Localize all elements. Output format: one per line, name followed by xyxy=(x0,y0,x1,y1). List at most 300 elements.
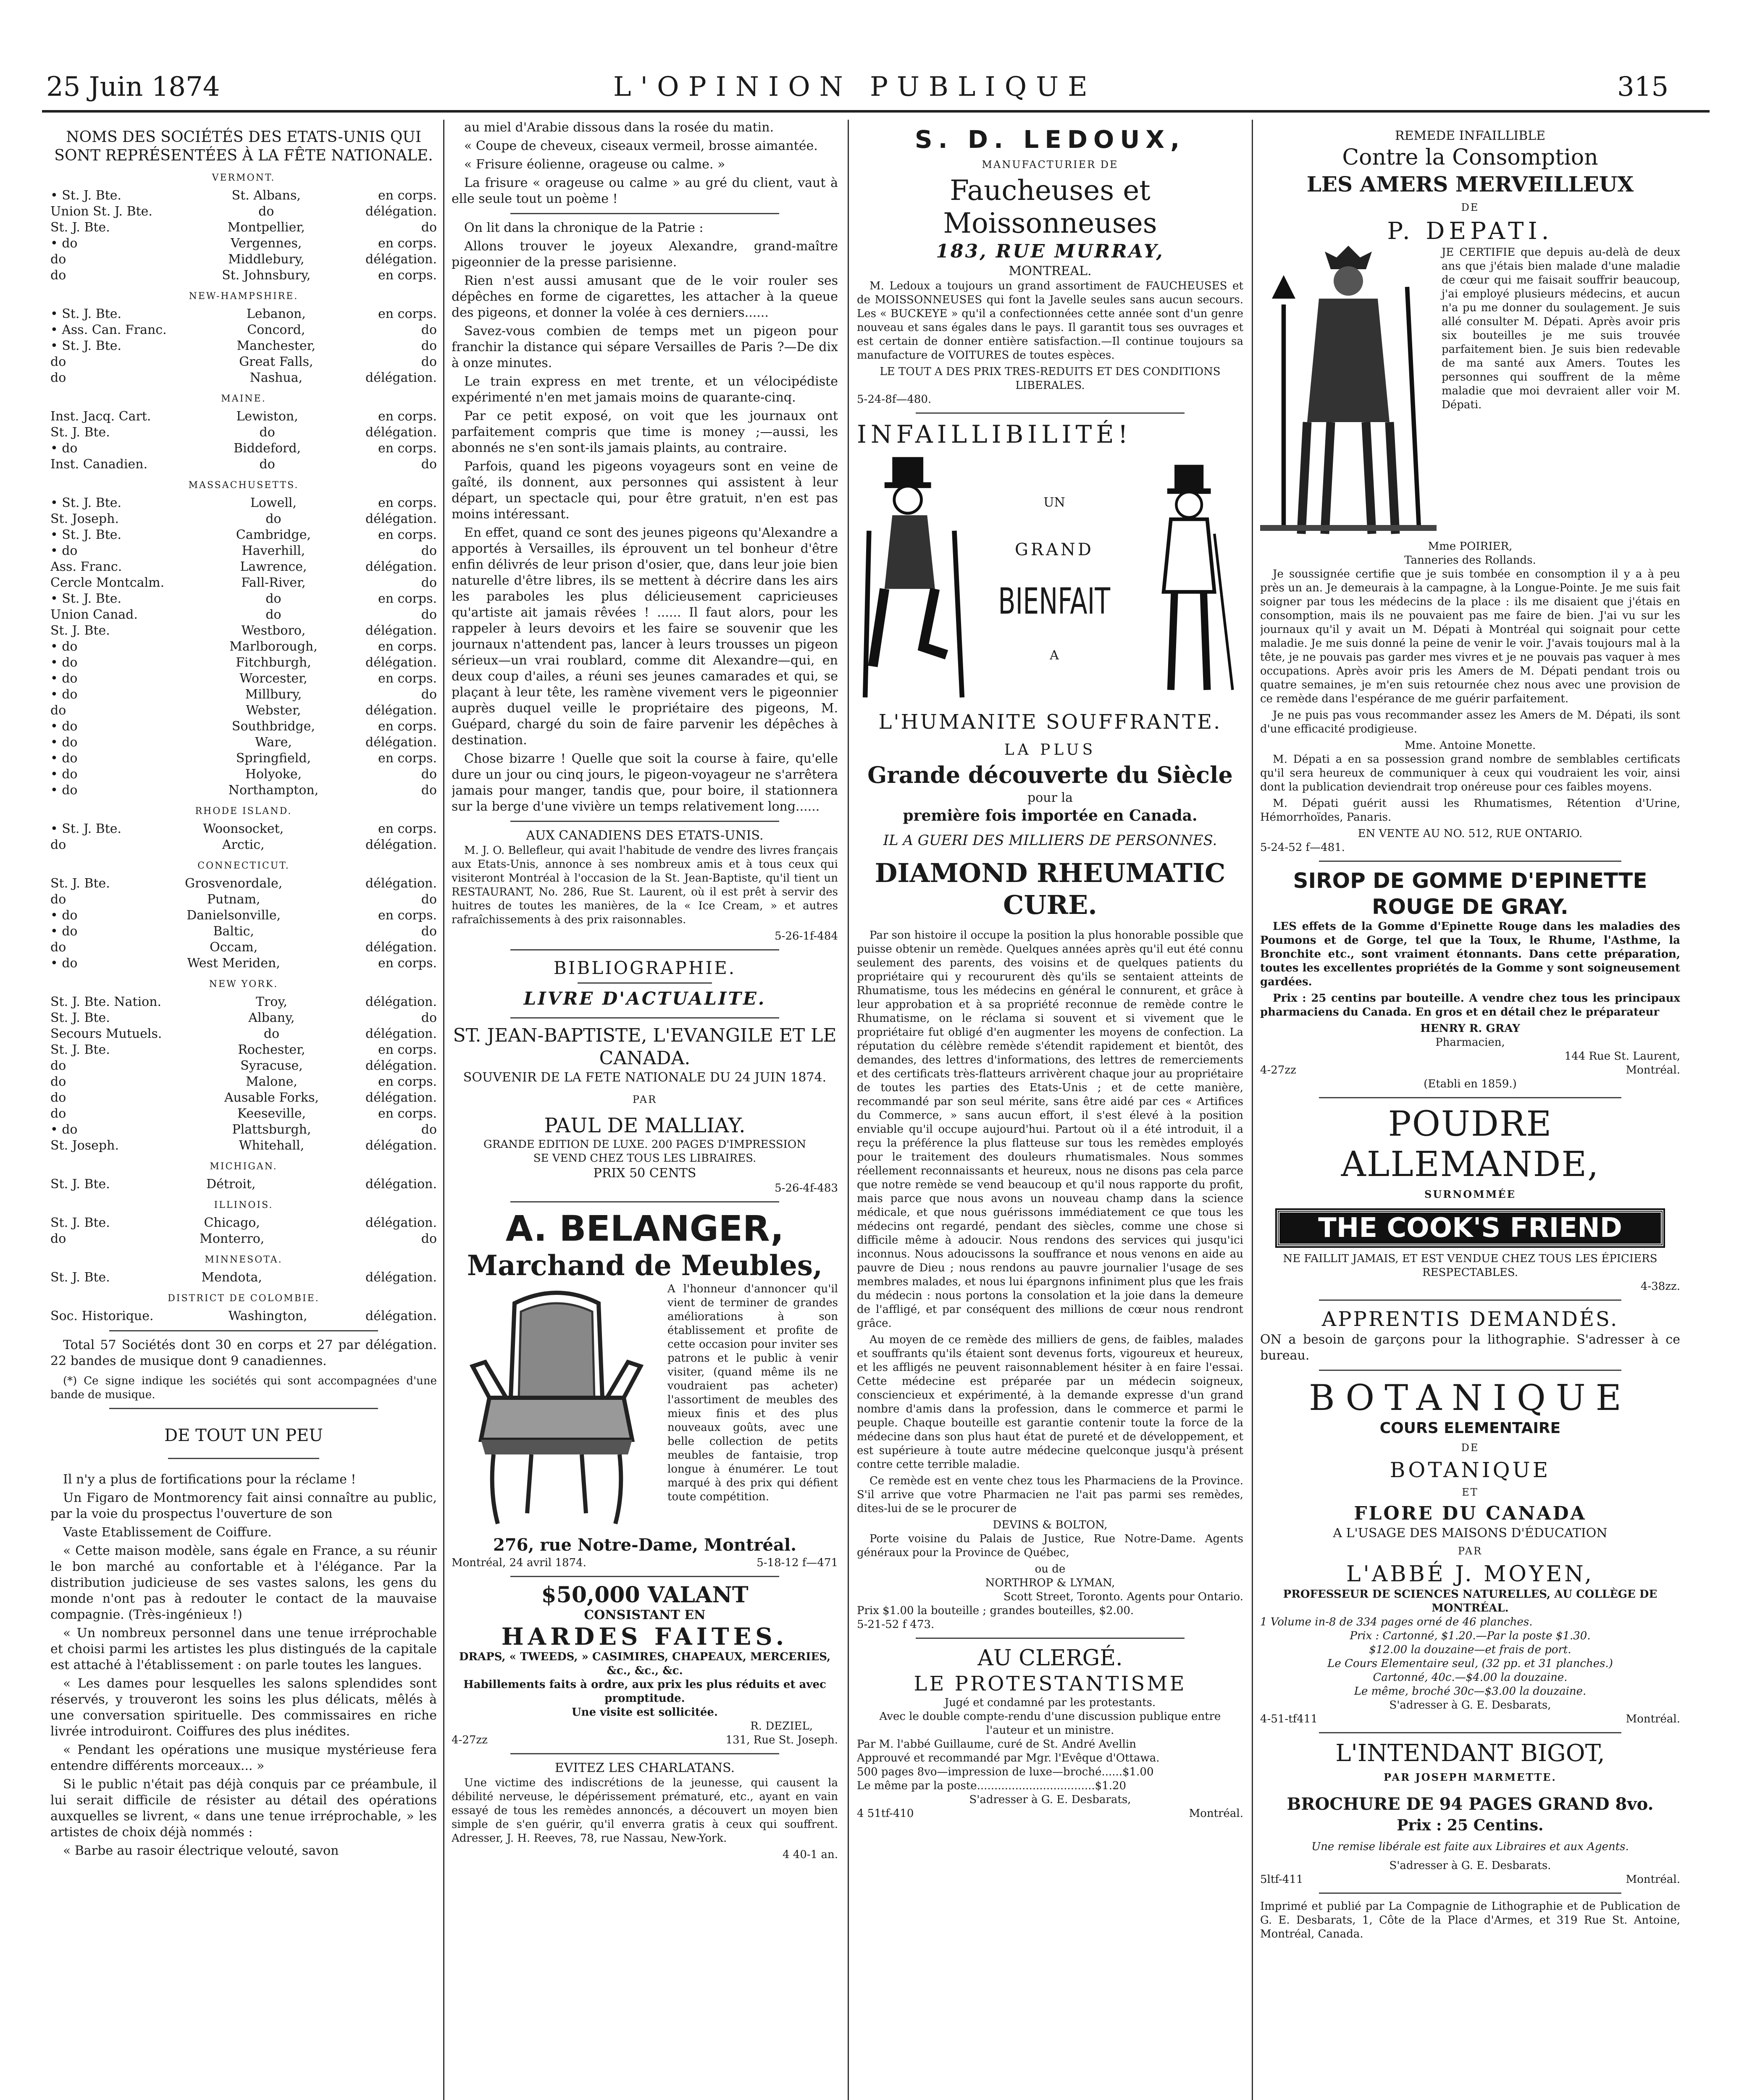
protest-line4: Approuvé et recommandé par Mgr. l'Evêque d'Ottawa. xyxy=(857,1752,1160,1764)
society-table xyxy=(50,188,437,284)
book-author: PAUL DE MALLIAY. xyxy=(544,1114,746,1137)
inf-bienfait: BIENFAIT xyxy=(998,580,1111,622)
societies-total: Total 57 Sociétés dont 30 en corps et 27 par délégation. 22 bandes de musique dont 9 canadiennes. xyxy=(50,1338,437,1368)
society-status: en corps. xyxy=(378,719,437,734)
botanique-subtitle: BOTANIQUE xyxy=(1390,1458,1551,1482)
column-4 xyxy=(1260,120,1680,2100)
paragraph: Par ce petit exposé, on voit que les journaux ont parfaitement compris que time is money ;—aussi, les abonnés ne s'en sont-ils jamais plaints, au contraire. xyxy=(452,409,838,455)
society-city: Manchester, xyxy=(236,339,316,353)
society-status: do xyxy=(421,457,437,472)
society-city: Mendota, xyxy=(201,1270,262,1285)
society-name: St. J. Bte. xyxy=(50,623,110,638)
page-number: 315 xyxy=(1617,71,1669,102)
ledoux-text: M. Ledoux a toujours un grand assortiment de FAUCHEUSES et de MOISSONNEUSES qui font la Javelle seules sans aucun secours. Les « BUCKEYE » qu'il a confectionnées cette année sont d'un genre nouveau et sans égales dans le pays. Il garantit tous ses ouvrages et est certain de donner entière satisfaction.—Il continue toujours sa manufacture de VOITURES de toutes espèces. xyxy=(857,280,1243,362)
cert-2-name: Mme. Antoine Monette. xyxy=(1404,739,1536,752)
society-city: do xyxy=(258,204,274,219)
society-status: délégation. xyxy=(365,252,437,267)
society-row xyxy=(50,607,437,623)
book-sale: SE VEND CHEZ TOUS LES LIBRAIRES. xyxy=(533,1152,756,1165)
bot-city: Montréal. xyxy=(1626,1713,1680,1725)
paragraph: Rien n'est aussi amusant que de le voir rouler ses dépêches en forme de cigarettes, les attacher à la queue des pigeons, et donner la volée à ces derniers...... xyxy=(452,273,838,320)
society-row xyxy=(50,1106,437,1122)
belanger-subtitle: Marchand de Meubles, xyxy=(467,1249,823,1282)
society-city: do xyxy=(265,591,281,606)
society-city: Northampton, xyxy=(228,783,319,798)
society-status: en corps. xyxy=(378,528,437,542)
sirop-text: LES effets de la Gomme d'Epinette Rouge dans les maladies des Poumons et de Gorge, tel que la Toux, le Rhume, l'Asthme, la Bronchite etc., sont vraiment étonnants. Dans cette préparation, toutes les excellentes propriétés de la Gomme y sont soigneusement gardées. xyxy=(1260,920,1680,988)
belanger-text: A l'honneur d'annoncer qu'il vient de terminer de grandes améliorations à son établissement et profite de cette occasion pour inviter ses patrons et le public à venir visiter, (quand même ils ne voudraient pas acheter) l'assortiment de meubles des mieux finis et des plus nouveaux goûts, avec une belle collection de petits meubles de fantaisie, trop longue à énumérer. Le tout marqué à des prix qui défient toute compétition. xyxy=(667,1283,838,1503)
separator xyxy=(916,412,1185,414)
state-heading: RHODE ISLAND. xyxy=(195,806,292,816)
society-status: do xyxy=(421,687,437,702)
society-name: St. J. Bte. xyxy=(50,1011,110,1025)
society-status: en corps. xyxy=(378,908,437,923)
society-city: Rochester, xyxy=(238,1042,305,1057)
book-title: ST. JEAN-BAPTISTE, L'EVANGILE ET LE CANADA. xyxy=(453,1025,837,1069)
society-row xyxy=(50,892,437,908)
infaillibilite-title: INFAILLIBILITÉ! xyxy=(857,420,1132,449)
armchair-illustration xyxy=(452,1282,662,1534)
society-city: Woonsocket, xyxy=(203,822,284,836)
intendant-title: L'INTENDANT BIGOT, xyxy=(1335,1740,1605,1767)
society-row xyxy=(50,559,437,575)
society-name: St. J. Bte. xyxy=(50,220,110,235)
belanger-date: Montréal, 24 avril 1874. xyxy=(452,1557,586,1569)
remede-line: REMEDE INFAILLIBLE xyxy=(1395,129,1545,143)
inf-plus: LA PLUS xyxy=(1004,741,1096,759)
society-row xyxy=(50,370,437,386)
society-city: Plattsburgh, xyxy=(232,1122,311,1137)
newspaper-title: L'OPINION PUBLIQUE xyxy=(613,71,1097,102)
inf-decouverte: Grande découverte du Siècle xyxy=(867,761,1233,788)
societies-list xyxy=(50,165,437,1324)
society-city: Lowell, xyxy=(250,496,297,510)
article-body xyxy=(50,1472,437,1859)
society-name: St. J. Bte. xyxy=(50,876,110,891)
society-city: Washington, xyxy=(228,1309,307,1323)
charlatans-text: Une victime des indiscrétions de la jeunesse, qui causent la débilité nerveuse, le dépérissement prématuré, etc., ayant en vain essayé de tous les remèdes annoncés, a découvert un moyen bien simple de s'en guérir, qu'il enverra gratis à ceux qui souffrent. Adresser, J. H. Reeves, 78, rue Nassau, New-York. xyxy=(452,1777,838,1845)
society-table xyxy=(50,876,437,971)
botanique-de: DE xyxy=(1461,1442,1479,1454)
society-row xyxy=(50,639,437,655)
society-row xyxy=(50,354,437,370)
paragraph: On lit dans la chronique de la Patrie : xyxy=(464,220,704,235)
society-row xyxy=(50,671,437,687)
column-divider xyxy=(443,120,444,2100)
remise-line: Une remise libérale est faite aux Libraires et aux Agents. xyxy=(1311,1840,1629,1853)
paragraph: Il n'y a plus de fortifications pour la réclame ! xyxy=(63,1472,356,1487)
society-city: do xyxy=(265,607,281,622)
society-status: en corps. xyxy=(378,1042,437,1057)
protest-line2: Avec le double compte-rendu d'une discussion publique entre l'auteur et un ministre. xyxy=(879,1710,1221,1737)
issue-date: 25 Juin 1874 xyxy=(46,71,220,102)
protest-ref: 4 51tf-410 xyxy=(857,1807,914,1820)
society-row xyxy=(50,940,437,956)
ledoux-ref: 5-24-8f—480. xyxy=(857,393,932,406)
society-row xyxy=(50,876,437,892)
society-status: délégation. xyxy=(365,1215,437,1230)
society-status: do xyxy=(421,1231,437,1246)
society-city: Troy, xyxy=(256,995,287,1009)
separator xyxy=(510,1201,779,1202)
society-row xyxy=(50,1122,437,1138)
separator xyxy=(109,1408,378,1409)
society-status: en corps. xyxy=(378,1074,437,1089)
society-name: • St. J. Bte. xyxy=(50,591,122,606)
society-name: do xyxy=(50,1058,66,1073)
society-name: do xyxy=(50,940,66,955)
society-city: Southbridge, xyxy=(231,719,315,734)
society-city: Holyoke, xyxy=(245,767,302,782)
society-name: • do xyxy=(50,671,78,686)
society-name: Inst. Canadien. xyxy=(50,457,148,472)
protest-line7: S'adresser à G. E. Desbarats, xyxy=(969,1793,1131,1806)
inf-a: A xyxy=(1050,648,1059,663)
separator xyxy=(510,1017,779,1018)
society-city: St. Albans, xyxy=(231,188,301,203)
society-city: West Meriden, xyxy=(187,956,280,971)
paragraph: Un Figaro de Montmorency fait ainsi connaître au public, par la voie du prospectus l'ouverture de son xyxy=(50,1491,437,1521)
society-row xyxy=(50,1231,437,1247)
separator xyxy=(510,949,779,950)
apprentis-title: APPRENTIS DEMANDÉS. xyxy=(1321,1307,1619,1331)
society-name: • do xyxy=(50,908,78,923)
society-row xyxy=(50,924,437,940)
brochure-prix: Prix : 25 Centins. xyxy=(1397,1816,1544,1834)
ledoux-footer: LE TOUT A DES PRIX TRES-REDUITS ET DES CONDITIONS LIBERALES. xyxy=(880,365,1221,392)
society-name: St. J. Bte. Nation. xyxy=(50,995,162,1009)
society-city: Monterro, xyxy=(200,1231,265,1246)
society-city: Middlebury, xyxy=(228,252,305,267)
society-name: St. J. Bte. xyxy=(50,1042,110,1057)
society-row xyxy=(50,719,437,735)
society-status: en corps. xyxy=(378,822,437,836)
society-name: • do xyxy=(50,687,78,702)
society-table xyxy=(50,495,437,798)
society-city: Springfield, xyxy=(236,751,311,766)
depati-text2: M. Dépati guérit aussi les Rhumatismes, Rétention d'Urine, Hémorrhoïdes, Panaris. xyxy=(1260,797,1680,824)
society-status: délégation. xyxy=(365,703,437,718)
society-name: • do xyxy=(50,956,78,971)
society-name: do xyxy=(50,252,66,267)
society-name: do xyxy=(50,268,66,283)
society-name: St. Joseph. xyxy=(50,512,119,526)
society-city: Concord, xyxy=(247,323,305,337)
book-price: PRIX 50 CENTS xyxy=(593,1166,696,1181)
society-table xyxy=(50,821,437,853)
protestantisme-title: LE PROTESTANTISME xyxy=(914,1672,1187,1696)
society-row xyxy=(50,837,437,853)
society-status: do xyxy=(421,607,437,622)
society-name: • do xyxy=(50,735,78,750)
belanger-name: A. BELANGER, xyxy=(505,1208,784,1249)
society-row xyxy=(50,687,437,703)
depati-ref: 5-24-52 f—481. xyxy=(1260,841,1345,854)
society-city: St. Johnsbury, xyxy=(222,268,311,283)
society-row xyxy=(50,735,437,751)
paragraph: La frisure « orageuse ou calme » au gré du client, vaut à elle seule tout un poème ! xyxy=(452,176,838,206)
separator xyxy=(1319,1097,1621,1098)
separator xyxy=(510,213,779,214)
paragraph: « Un nombreux personnel dans une tenue irréprochable et choisi parmi les artistes les plus distingués de la capitale est attaché à l'établissement : on parle toutes les langues. xyxy=(50,1626,437,1672)
bot-adresser: S'adresser à G. E. Desbarats, xyxy=(1389,1699,1551,1712)
society-name: • do xyxy=(50,543,78,558)
bot-prix2: $12.00 la douzaine—et frais de port. xyxy=(1369,1643,1571,1656)
society-city: Arctic, xyxy=(222,837,265,852)
paragraph: « Frisure éolienne, orageuse ou calme. » xyxy=(464,157,725,172)
society-city: Ausable Forks, xyxy=(224,1090,319,1105)
society-status: do xyxy=(421,543,437,558)
sirop-pharmacien: Pharmacien, xyxy=(1435,1036,1505,1049)
separator xyxy=(1319,1299,1621,1301)
cooks-friend-banner: THE COOK'S FRIEND xyxy=(1277,1210,1663,1246)
society-name: Secours Mutuels. xyxy=(50,1026,162,1041)
society-status: délégation. xyxy=(365,995,437,1009)
amers-de: DE xyxy=(1461,202,1479,213)
society-status: en corps. xyxy=(378,751,437,766)
protest-line3: Par M. l'abbé Guillaume, curé de St. André Avellin xyxy=(857,1738,1137,1751)
society-row xyxy=(50,956,437,971)
society-name: St. J. Bte. xyxy=(50,1177,110,1192)
diamond-ref: 5-21-52 f 473. xyxy=(857,1618,935,1631)
society-status: en corps. xyxy=(378,671,437,686)
poudre-surnommee: SURNOMMÉE xyxy=(1424,1188,1516,1200)
society-city: Great Falls, xyxy=(239,354,313,369)
cooks-ref: 4-38zz. xyxy=(1640,1280,1680,1293)
society-city: Détroit, xyxy=(206,1177,256,1192)
state-heading: DISTRICT DE COLOMBIE. xyxy=(168,1293,320,1304)
separator xyxy=(1319,1370,1621,1371)
society-status: délégation. xyxy=(365,1138,437,1153)
society-status: délégation. xyxy=(365,837,437,852)
devins: DEVINS & BOLTON, xyxy=(993,1519,1108,1531)
society-status: délégation. xyxy=(365,370,437,385)
charlatans-title: EVITEZ LES CHARLATANS. xyxy=(554,1761,735,1775)
society-row xyxy=(50,655,437,671)
society-name: • St. J. Bte. xyxy=(50,822,122,836)
society-name: • do xyxy=(50,1122,78,1137)
intendant-city: Montréal. xyxy=(1626,1873,1680,1886)
paragraph: En effet, quand ce sont des jeunes pigeons qu'Alexandre a apportés à Versailles, ils éprouvent un tel bonheur d'être enfin délivrés de leur prison d'osier, que, dans leur joie bien naturelle d'être libres, ils se mettent à décrire dans les airs les paraboles les plus délicieusement capricieuses qu'artiste ait jamais rêvées ! ...... Il faut alors, pour les rappeler à leurs devoirs et les faire se souvenir que les journaux n'attendent pas, lancer à leurs trousses un pigeon sérieux—un vrai roublard, comme dit Alexandre—qui, en deux coup d'ailes, a réuni ses jeunes camarades et qui, se plaçant à leur tête, les ramène vivement vers le pigeonnier auprès duquel veille le propriétaire des pigeons, M. Guépard, chargé du soin de faire parvenir les dépêches à destination. xyxy=(452,525,838,748)
society-status: do xyxy=(421,339,437,353)
society-table xyxy=(50,1308,437,1324)
hardes-amount: $50,000 VALANT xyxy=(541,1582,749,1608)
state-heading: NEW-HAMPSHIRE. xyxy=(189,291,299,302)
society-city: Haverhill, xyxy=(242,543,305,558)
society-status: en corps. xyxy=(378,1106,437,1121)
society-city: Westboro, xyxy=(241,623,306,638)
society-row xyxy=(50,306,437,322)
flore-title: FLORE DU CANADA xyxy=(1354,1503,1587,1524)
society-status: délégation. xyxy=(365,1058,437,1073)
society-city: Marlborough, xyxy=(229,639,318,654)
society-status: do xyxy=(421,1011,437,1025)
society-status: do xyxy=(421,1122,437,1137)
society-status: do xyxy=(421,892,437,907)
state-heading: MASSACHUSETTS. xyxy=(188,480,299,491)
society-name: • St. J. Bte. xyxy=(50,339,122,353)
society-row xyxy=(50,188,437,204)
inf-grand: GRAND xyxy=(1014,540,1094,559)
society-city: Ware, xyxy=(255,735,292,750)
society-row xyxy=(50,782,437,798)
cert-1-name: Mme POIRIER, xyxy=(1428,540,1513,553)
column-3 xyxy=(857,120,1243,2100)
society-row xyxy=(50,908,437,924)
society-name: Inst. Jacq. Cart. xyxy=(50,409,151,424)
society-status: en corps. xyxy=(378,268,437,283)
society-status: délégation. xyxy=(365,623,437,638)
society-name: do xyxy=(50,1074,66,1089)
society-status: do xyxy=(421,323,437,337)
ledoux-address: 183, RUE MURRAY, xyxy=(936,241,1164,262)
diamond-text xyxy=(857,929,1243,1516)
society-row xyxy=(50,1215,437,1231)
sirop-title-1: SIROP DE GOMME D'EPINETTE xyxy=(1293,869,1647,893)
state-heading: MAINE. xyxy=(221,394,266,404)
society-city: Fitchburgh, xyxy=(236,655,311,670)
book-subtitle: SOUVENIR DE LA FETE NATIONALE DU 24 JUIN 1874. xyxy=(463,1070,827,1085)
belanger-address: 276, rue Notre-Dame, Montréal. xyxy=(493,1535,797,1555)
column-divider xyxy=(848,120,849,2100)
crippled-man-illustration xyxy=(857,453,974,705)
society-status: en corps. xyxy=(378,591,437,606)
paragraph: au miel d'Arabie dissous dans la rosée du matin. xyxy=(464,120,774,135)
society-status: délégation. xyxy=(365,940,437,955)
paragraph: « Barbe au rasoir électrique velouté, savon xyxy=(63,1843,339,1858)
hardes-text: Habillements faits à ordre, aux prix les plus réduits et avec promptitude. xyxy=(463,1678,826,1705)
society-row xyxy=(50,204,437,220)
sirop-name: HENRY R. GRAY xyxy=(1420,1022,1520,1035)
society-row xyxy=(50,322,437,338)
bot-vol: 1 Volume in-8 de 334 pages orné de 46 planches. xyxy=(1260,1616,1533,1628)
ou-de: ou de xyxy=(1035,1563,1066,1575)
poudre-title: POUDRE ALLEMANDE, xyxy=(1341,1104,1600,1184)
society-name: do xyxy=(50,354,66,369)
society-row xyxy=(50,543,437,559)
botanique-usage: A L'USAGE DES MAISONS D'ÉDUCATION xyxy=(1333,1526,1608,1541)
hardes-address: 131, Rue St. Joseph. xyxy=(725,1734,838,1746)
society-name: Ass. Franc. xyxy=(50,559,122,574)
society-row xyxy=(50,1058,437,1074)
indian-figure-illustration xyxy=(1260,246,1437,540)
sirop-ref: 4-27zz xyxy=(1260,1064,1296,1076)
society-row xyxy=(50,1090,437,1106)
society-name: • do xyxy=(50,639,78,654)
society-table xyxy=(50,409,437,472)
society-name: do xyxy=(50,370,66,385)
hardes-name: R. DEZIEL, xyxy=(750,1720,813,1732)
depati-cert-2b: Je ne puis pas vous recommander assez les Amers de M. Dépati, ils sont d'une efficacité prodigieuse. xyxy=(1260,709,1680,735)
header-rule xyxy=(42,110,1710,113)
state-heading: CONNECTICUT. xyxy=(197,861,290,871)
society-city: Whitehall, xyxy=(239,1138,305,1153)
society-row xyxy=(50,236,437,252)
hardes-list: DRAPS, « TWEEDS, » CASIMIRES, CHAPEAUX, MERCERIES, &c., &c., &c. xyxy=(459,1651,831,1677)
society-city: Malone, xyxy=(246,1074,297,1089)
society-table xyxy=(50,1270,437,1286)
society-name: • do xyxy=(50,441,78,456)
cooks-text: NE FAILLIT JAMAIS, ET EST VENDUE CHEZ TOUS LES ÉPICIERS RESPECTABLES. xyxy=(1283,1252,1657,1279)
hardes-consistant: CONSISTANT EN xyxy=(584,1608,706,1622)
state-heading: MICHIGAN. xyxy=(210,1161,278,1172)
northrop-address: Scott Street, Toronto. Agents pour Ontario. xyxy=(1003,1591,1243,1603)
section-title: DE TOUT UN PEU xyxy=(164,1426,323,1445)
column-2 xyxy=(452,120,838,2100)
belanger-ref: 5-18-12 f—471 xyxy=(756,1557,838,1569)
book-par: PAR xyxy=(632,1094,657,1105)
society-status: do xyxy=(421,783,437,798)
state-heading: MINNESOTA. xyxy=(205,1255,283,1265)
sirop-prix: Prix : 25 centins par bouteille. A vendre chez tous les principaux pharmaciens du Canada. En gros et en détail chez le préparateur xyxy=(1260,992,1680,1018)
society-city: do xyxy=(259,457,275,472)
society-row xyxy=(50,511,437,527)
ledoux-city: MONTREAL. xyxy=(1009,264,1092,278)
society-name: St. Joseph. xyxy=(50,1138,119,1153)
intendant-ref: 5ltf-411 xyxy=(1260,1873,1303,1886)
society-status: do xyxy=(421,575,437,590)
paragraph: Allons trouver le joyeux Alexandre, grand-maître pigeonnier de la presse parisienne. xyxy=(452,239,838,270)
society-status: en corps. xyxy=(378,236,437,251)
society-name: • St. J. Bte. xyxy=(50,528,122,542)
amers-title: LES AMERS MERVEILLEUX xyxy=(1306,172,1634,197)
societies-note: (*) Ce signe indique les sociétés qui sont accompagnées d'une bande de musique. xyxy=(50,1375,437,1401)
society-status: délégation. xyxy=(365,1090,437,1105)
society-name: St. J. Bte. xyxy=(50,1215,110,1230)
page-header xyxy=(0,63,1752,113)
separator xyxy=(510,821,779,822)
imprint: Imprimé et publié par La Compagnie de Lithographie et de Publication de G. E. Desbarats, 1, Côte de la Place d'Armes, et 319 Rue St. Antoine, Montréal, Canada. xyxy=(1260,1900,1680,1940)
paragraph: Au moyen de ce remède des milliers de gens, de faibles, malades et souffrants qu'ils étaient sont devenus forts, vigoureux et heureux, et les affligés ne peuvent raisonnablement hésiter à en faire l'essai. Cette médecine est préparée par un médecin soigneux, consciencieux et expérimenté, à la demande expresse d'un grand nombre d'amis dans la profession, dans le commerce et parmi le peuple. Chaque bouteille est garantie contenir toute la force de la médecine dans son plus haut état de pureté et de développement, et est supérieure à toute autre médecine quelconque jusqu'à présent contre cette terrible maladie. xyxy=(857,1334,1243,1471)
society-name: Cercle Montcalm. xyxy=(50,575,165,590)
separator xyxy=(109,1330,378,1331)
sirop-etabli: (Etabli en 1859.) xyxy=(1424,1078,1517,1090)
healthy-man-illustration xyxy=(1135,453,1243,705)
paragraph: Ce remède est en vente chez tous les Pharmaciens de la Province. S'il arrive que votre Pharmacien ne l'ait pas parmi ses remèdes, dites-lui de se le procurer de xyxy=(857,1475,1243,1515)
society-city: Cambridge, xyxy=(236,528,311,542)
society-table xyxy=(50,1215,437,1247)
society-status: en corps. xyxy=(378,496,437,510)
society-city: Chicago, xyxy=(204,1215,260,1230)
society-status: en corps. xyxy=(378,639,437,654)
society-row xyxy=(50,821,437,837)
society-name: • do xyxy=(50,751,78,766)
protest-city: Montréal. xyxy=(1189,1807,1243,1820)
societies-heading: NOMS DES SOCIÉTÉS DES ETATS-UNIS QUI SONT REPRÉSENTÉES À LA FÊTE NATIONALE. xyxy=(54,129,433,164)
bot-ref: 4-51-tf411 xyxy=(1260,1713,1318,1725)
society-table xyxy=(50,1176,437,1192)
society-row xyxy=(50,425,437,441)
society-name: • St. J. Bte. xyxy=(50,188,122,203)
paragraph: Parfois, quand les pigeons voyageurs sont en veine de gaîté, ils donnent, aux personnes qui assistent à leur départ, un spectacle qui, pour être gratuit, n'en est pas moins intéressant. xyxy=(452,459,838,522)
society-row xyxy=(50,1270,437,1286)
separator xyxy=(510,1753,779,1754)
society-name: • do xyxy=(50,655,78,670)
society-row xyxy=(50,766,437,782)
moyen-author: L'ABBÉ J. MOYEN, xyxy=(1346,1562,1594,1587)
society-row xyxy=(50,527,437,543)
moyen-prof: PROFESSEUR DE SCIENCES NATURELLES, AU COLLÈGE DE MONTRÉAL. xyxy=(1283,1588,1657,1614)
paragraph: « Cette maison modèle, sans égale en France, a su réunir le bon marché au confortable et à l'élégance. Par la distribution judicieuse de ses vastes salons, les gens du monde n'ont pas à redouter le contact de la mauvaise compagnie. (Très-ingénieux !) xyxy=(50,1544,437,1622)
society-city: Albany, xyxy=(248,1011,295,1025)
botanique-title: BOTANIQUE xyxy=(1309,1377,1631,1418)
society-name: • St. J. Bte. xyxy=(50,496,122,510)
separator xyxy=(1319,1893,1621,1894)
society-name: St. J. Bte. xyxy=(50,1270,110,1285)
society-name: • do xyxy=(50,236,78,251)
northrop: NORTHROP & LYMAN, xyxy=(985,1577,1115,1589)
society-city: Webster, xyxy=(246,703,301,718)
